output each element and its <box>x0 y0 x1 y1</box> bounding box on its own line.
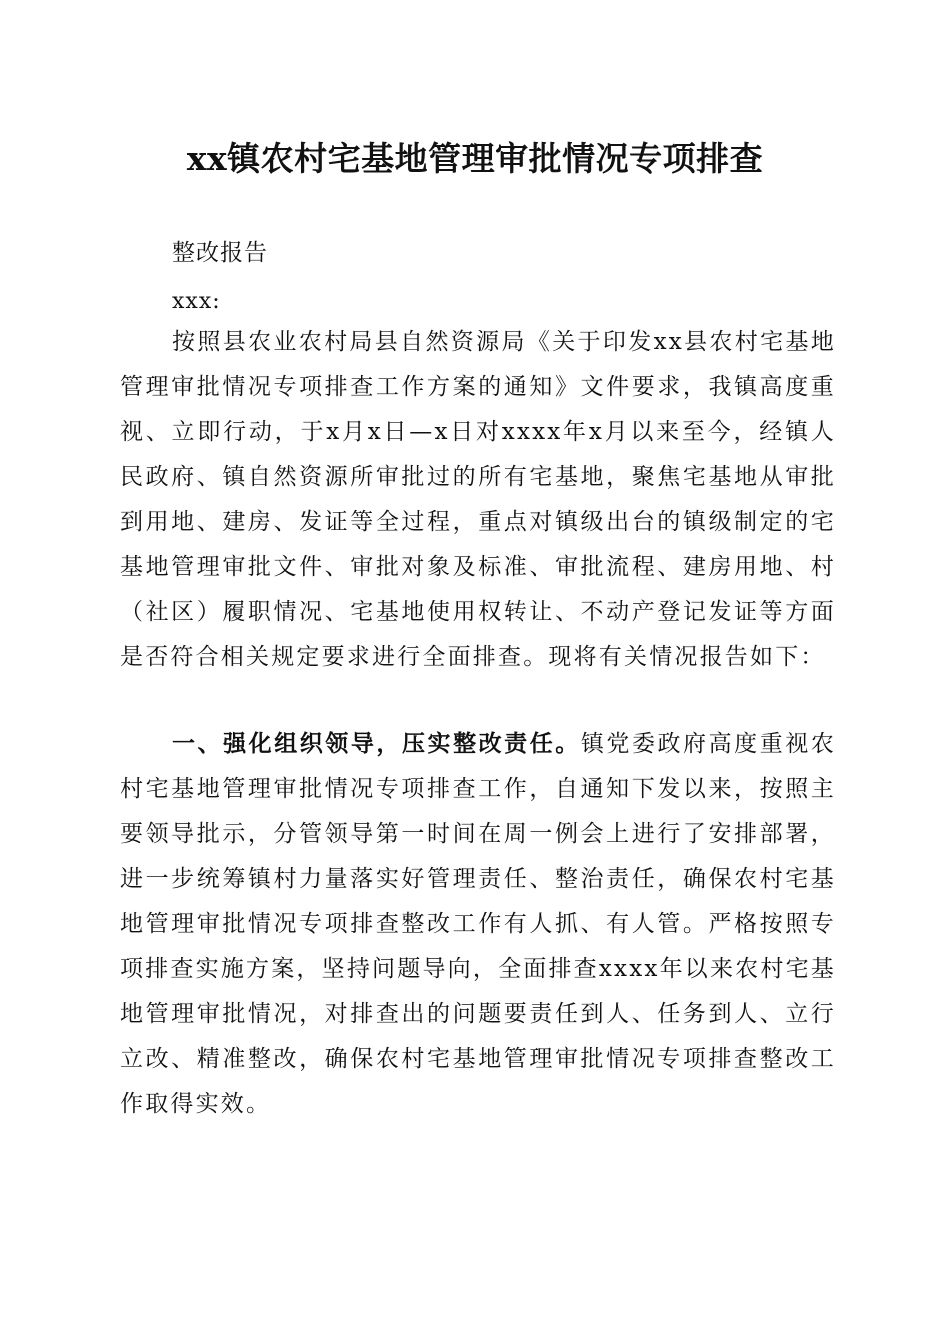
document-subtitle: 整改报告 <box>172 240 268 266</box>
paragraph-intro <box>120 320 836 680</box>
document-title: xx镇农村宅基地管理审批情况专项排查 <box>186 139 764 178</box>
paragraph-intro-text: 按照县农业农村局县自然资源局《关于印发xx县农村宅基地管理审批情况专项排查工作方案的通知》文件要求，我镇高度重视、立即行动，于x月x日—x日对xxxx年x月以来至今，经镇人民政府、镇自然资源所审批过的所有宅基地，聚焦宅基地从审批到用地、建房、发证等全过程，重点对镇级出台的镇级制定的宅基地管理审批文件、审批对象及标准、审批流程、建房用地、村（社区）履职情况、宅基地使用权转让、不动产登记发证等方面是否符合相关规定要求进行全面排查。现将有关情况报告如下： <box>120 329 836 670</box>
salutation: xxx: <box>172 289 221 314</box>
paragraph-section-1 <box>120 722 836 1127</box>
paragraph-section-1-text: 镇党委政府高度重视农村宅基地管理审批情况专项排查工作，自通知下发以来，按照主要领导批示，分管领导第一时间在周一例会上进行了安排部署，进一步统筹镇村力量落实好管理责任、整治责任，确保农村宅基地管理审批情况专项排查整改工作有人抓、有人管。严格按照专项排查实施方案，坚持问题导向，全面排查xxxx年以来农村宅基地管理审批情况，对排查出的问题要责任到人、任务到人、立行立改、精准整改，确保农村宅基地管理审批情况专项排查整改工作取得实效。 <box>120 731 837 1117</box>
section-heading: 一、强化组织领导，压实整改责任。 <box>172 731 581 757</box>
